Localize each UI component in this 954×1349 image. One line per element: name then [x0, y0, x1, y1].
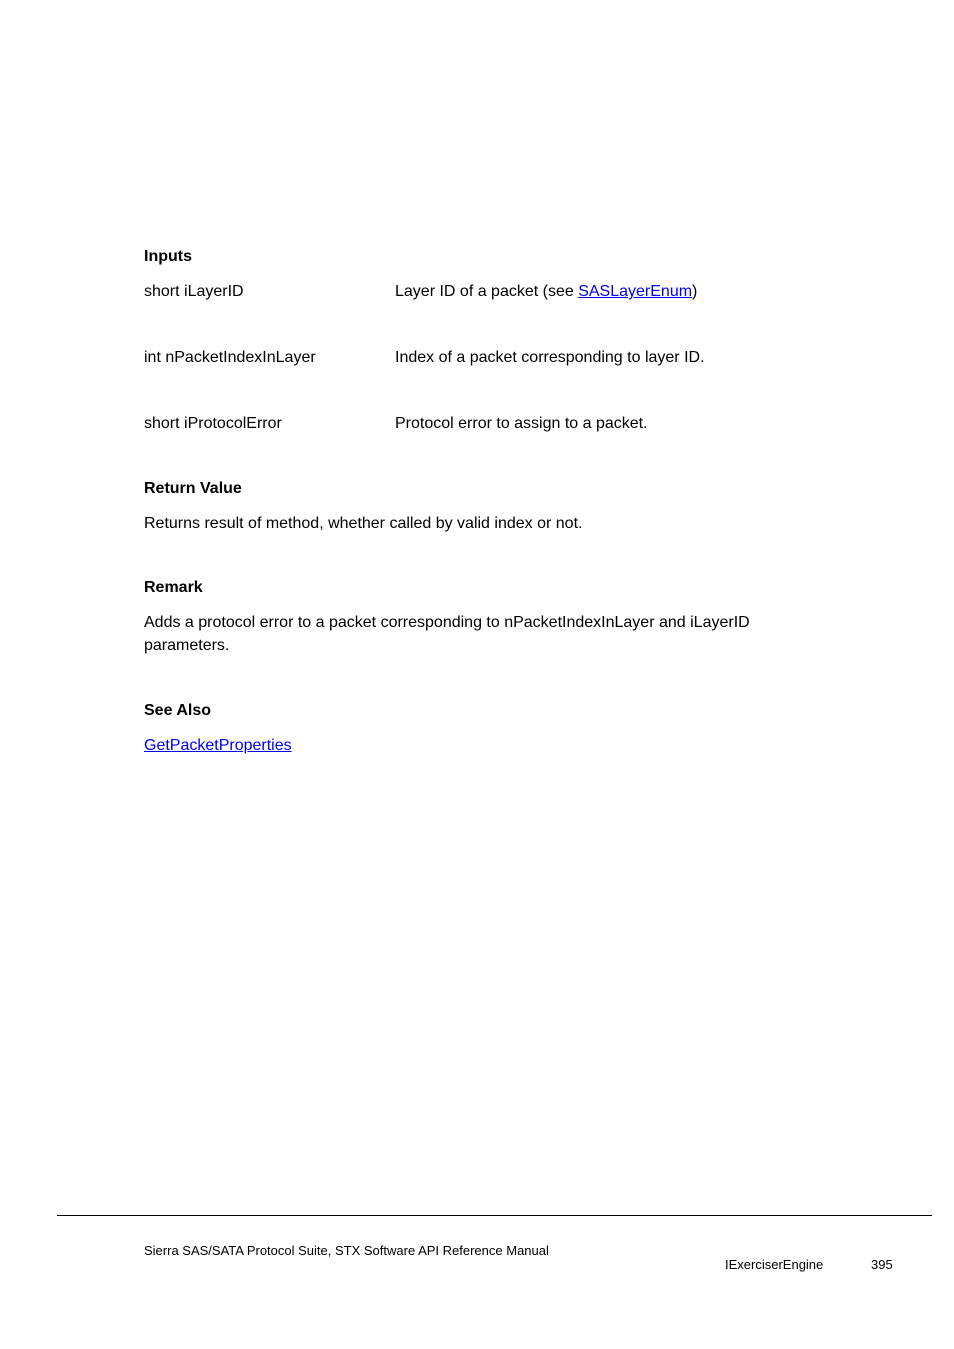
remark-heading: Remark — [144, 579, 203, 596]
footer-manual-title: Sierra SAS/SATA Protocol Suite, STX Software API Reference Manual — [144, 1243, 549, 1258]
param-desc-suffix: ) — [692, 283, 698, 300]
return-value-heading: Return Value — [144, 480, 242, 497]
param-name-npacketindexinlayer: int nPacketIndexInLayer — [144, 349, 316, 366]
remark-text: Adds a protocol error to a packet corresponding to nPacketIndexInLayer and iLayerID parameters. — [144, 614, 750, 654]
see-also-heading: See Also — [144, 702, 211, 719]
return-value-text: Returns result of method, whether called by valid index or not. — [144, 515, 583, 532]
footer-divider — [57, 1215, 932, 1216]
footer-page-number: 395 — [871, 1257, 893, 1272]
saslayerenum-link[interactable]: SASLayerEnum — [578, 283, 693, 300]
param-desc-prefix: Layer ID of a packet (see — [395, 283, 579, 300]
param-desc-npacketindexinlayer: Index of a packet corresponding to layer ID. — [395, 349, 705, 366]
getpacketproperties-link[interactable]: GetPacketProperties — [144, 737, 292, 754]
param-desc-ilayerid — [395, 280, 697, 303]
param-name-ilayerid: short iLayerID — [144, 283, 244, 300]
param-name-iprotocolerror: short iProtocolError — [144, 415, 282, 432]
param-desc-iprotocolerror: Protocol error to assign to a packet. — [395, 415, 648, 432]
footer-section: IExerciserEngine — [725, 1257, 824, 1272]
inputs-heading: Inputs — [144, 248, 192, 265]
